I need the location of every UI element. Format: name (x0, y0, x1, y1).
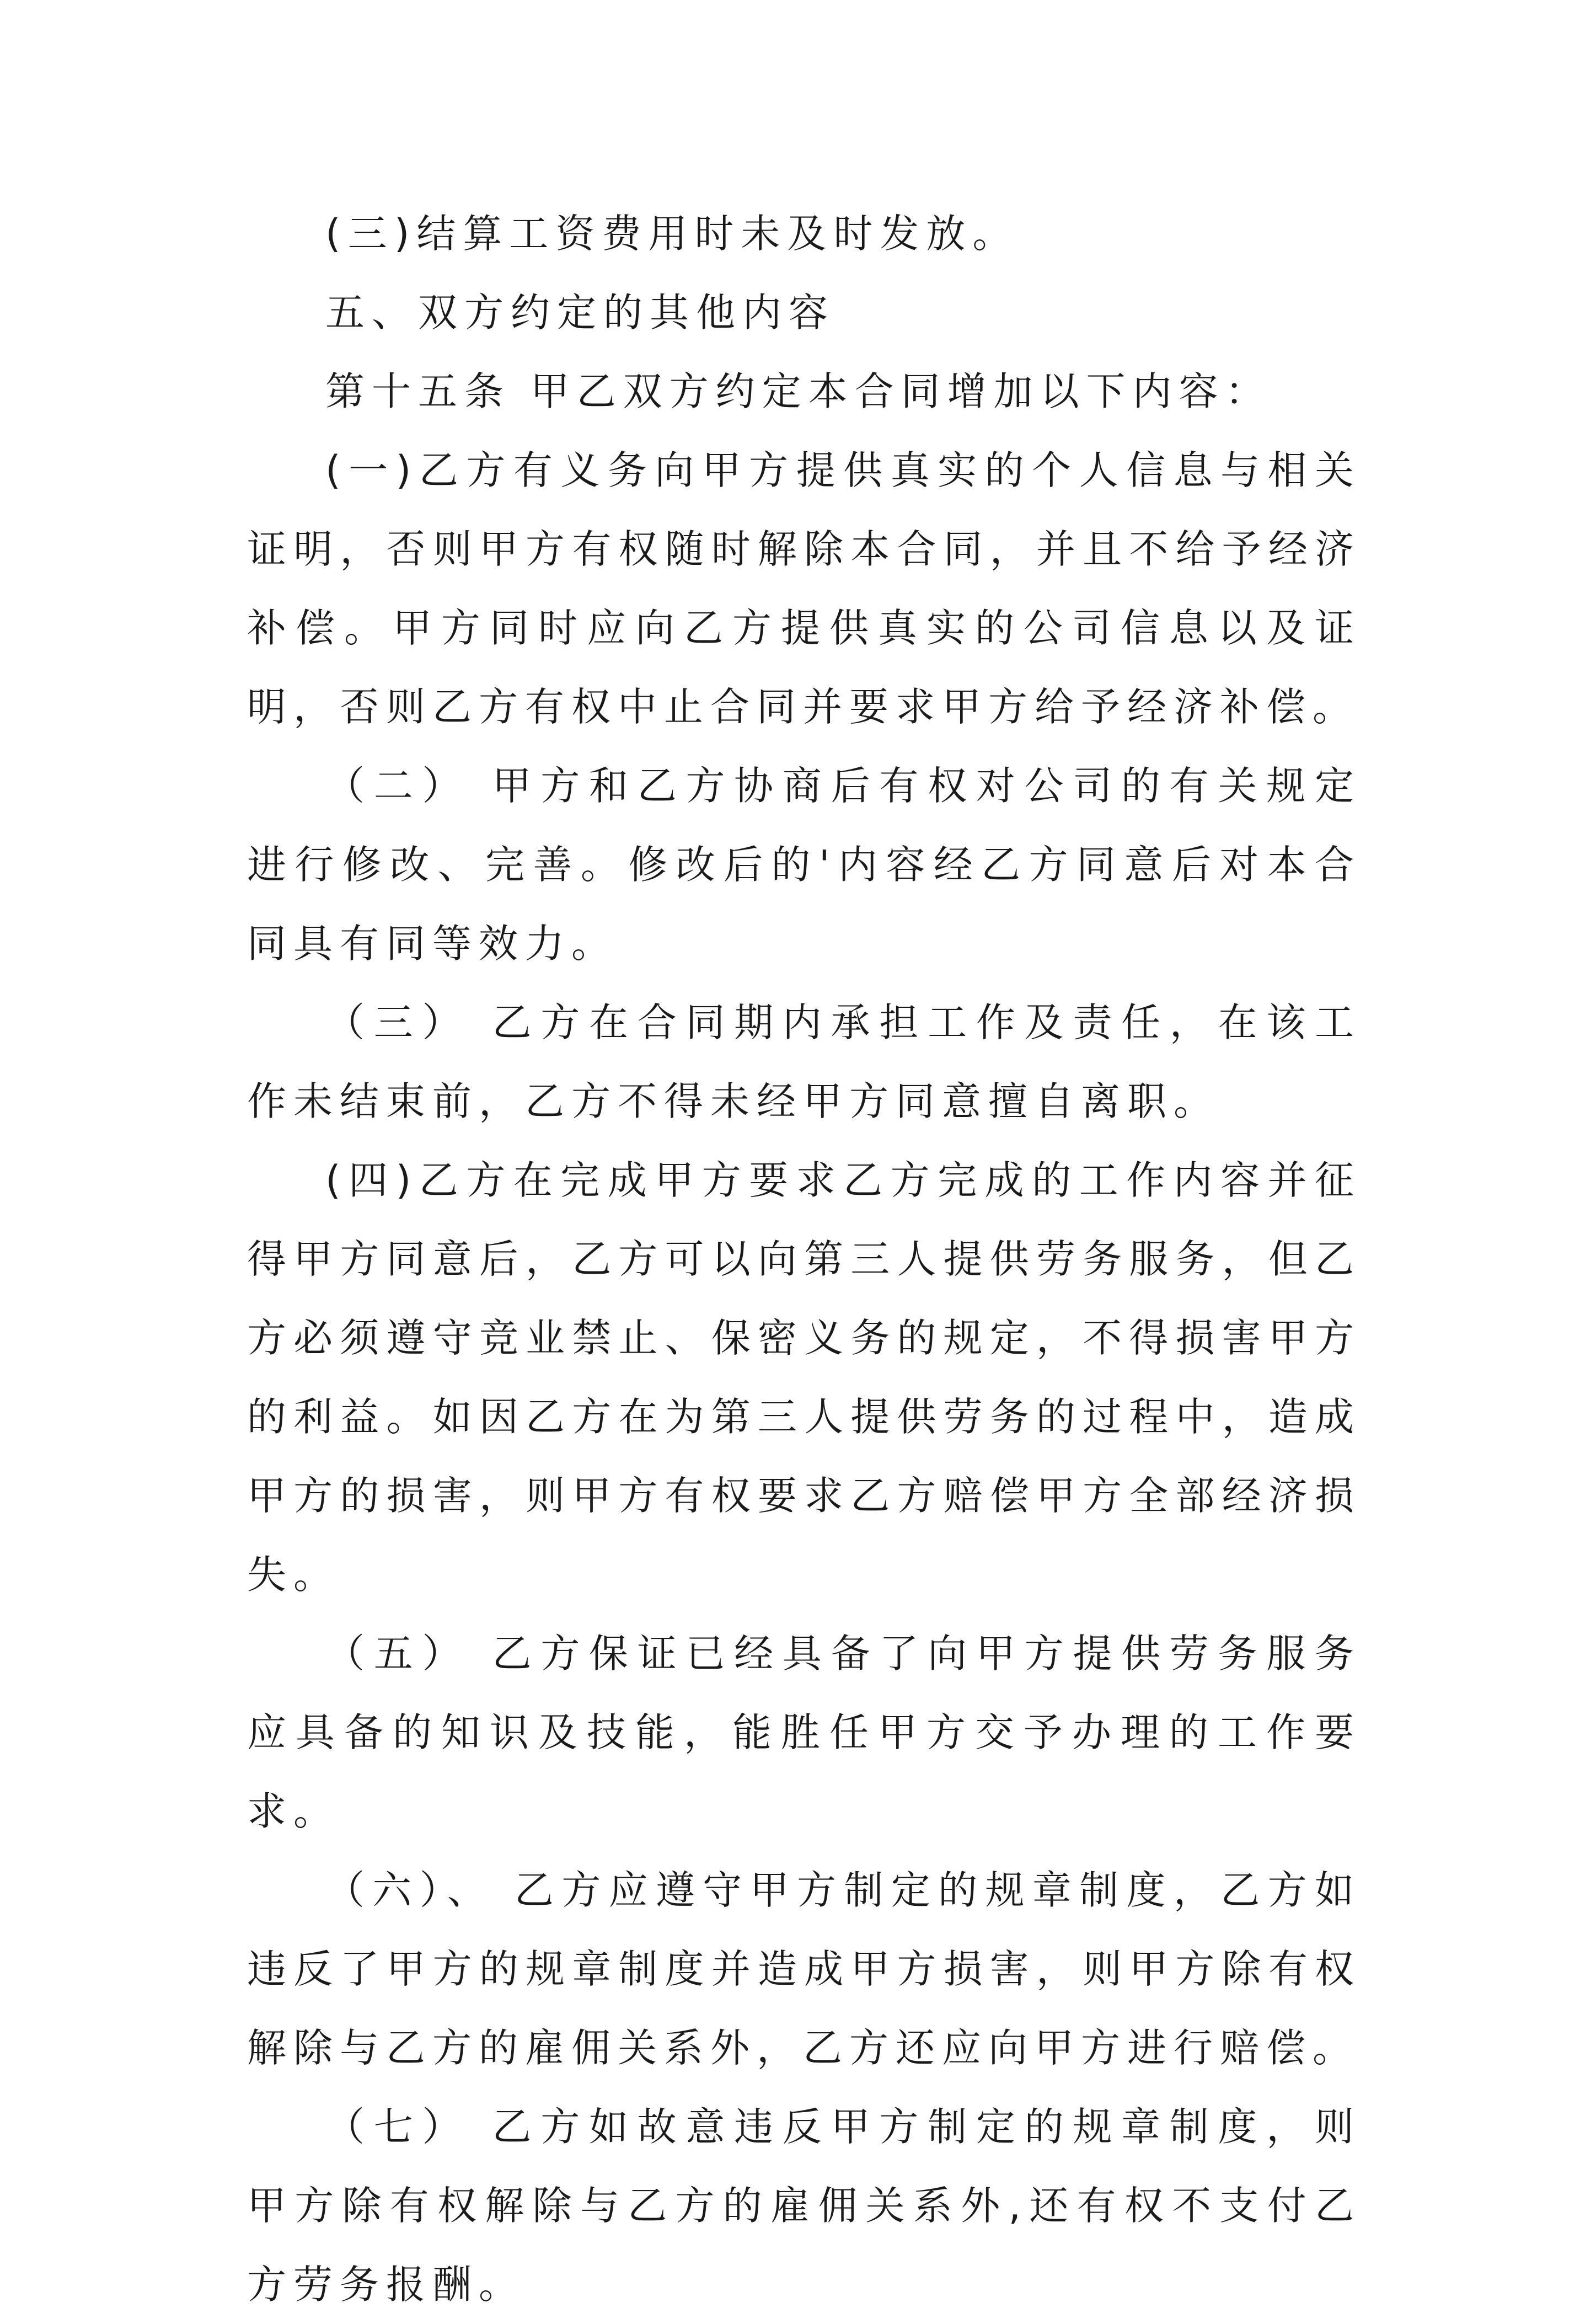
clause-two: （二） 甲方和乙方协商后有权对公司的有关规定进行修改、完善。修改后的'内容经乙方同意后对本合同具有同等效力。 (247, 763, 1361, 966)
section-heading-other-terms: 五、双方约定的其他内容 (325, 290, 836, 335)
clause-six: （六）、 乙方应遵守甲方制定的规章制度，乙方如违反了甲方的规章制度并造成甲方损害，则甲方除有权解除与乙方的雇佣关系外，乙方还应向甲方进行赔偿。 (247, 1867, 1361, 2071)
clause-four: (四)乙方在完成甲方要求乙方完成的工作内容并征得甲方同意后，乙方可以向第三人提供劳务服务，但乙方必须遵守竞业禁止、保密义务的规定，不得损害甲方的利益。如因乙方在为第三人提供劳务的过程中，造成甲方的损害，则甲方有权要求乙方赔偿甲方全部经济损失。 (247, 1157, 1361, 1598)
paragraph-salary-clause: (三)结算工资费用时未及时发放。 (325, 211, 1019, 257)
document-body (247, 194, 1361, 2324)
clause-five: （五） 乙方保证已经具备了向甲方提供劳务服务应具备的知识及技能，能胜任甲方交予办理的工作要求。 (247, 1631, 1361, 1834)
clause-seven: （七） 乙方如故意违反甲方制定的规章制度，则甲方除有权解除与乙方的雇佣关系外,还有权不支付乙方劳务报酬。 (247, 2104, 1361, 2307)
clause-one: (一)乙方有义务向甲方提供真实的个人信息与相关证明，否则甲方有权随时解除本合同，并且不给予经济补偿。甲方同时应向乙方提供真实的公司信息以及证明，否则乙方有权中止合同并要求甲方给予经济补偿。 (247, 447, 1361, 730)
clause-three: （三） 乙方在合同期内承担工作及责任，在该工作未结束前，乙方不得未经甲方同意擅自离职。 (247, 1000, 1361, 1124)
article-fifteen-heading: 第十五条 甲乙双方约定本合同增加以下内容： (325, 368, 1272, 414)
